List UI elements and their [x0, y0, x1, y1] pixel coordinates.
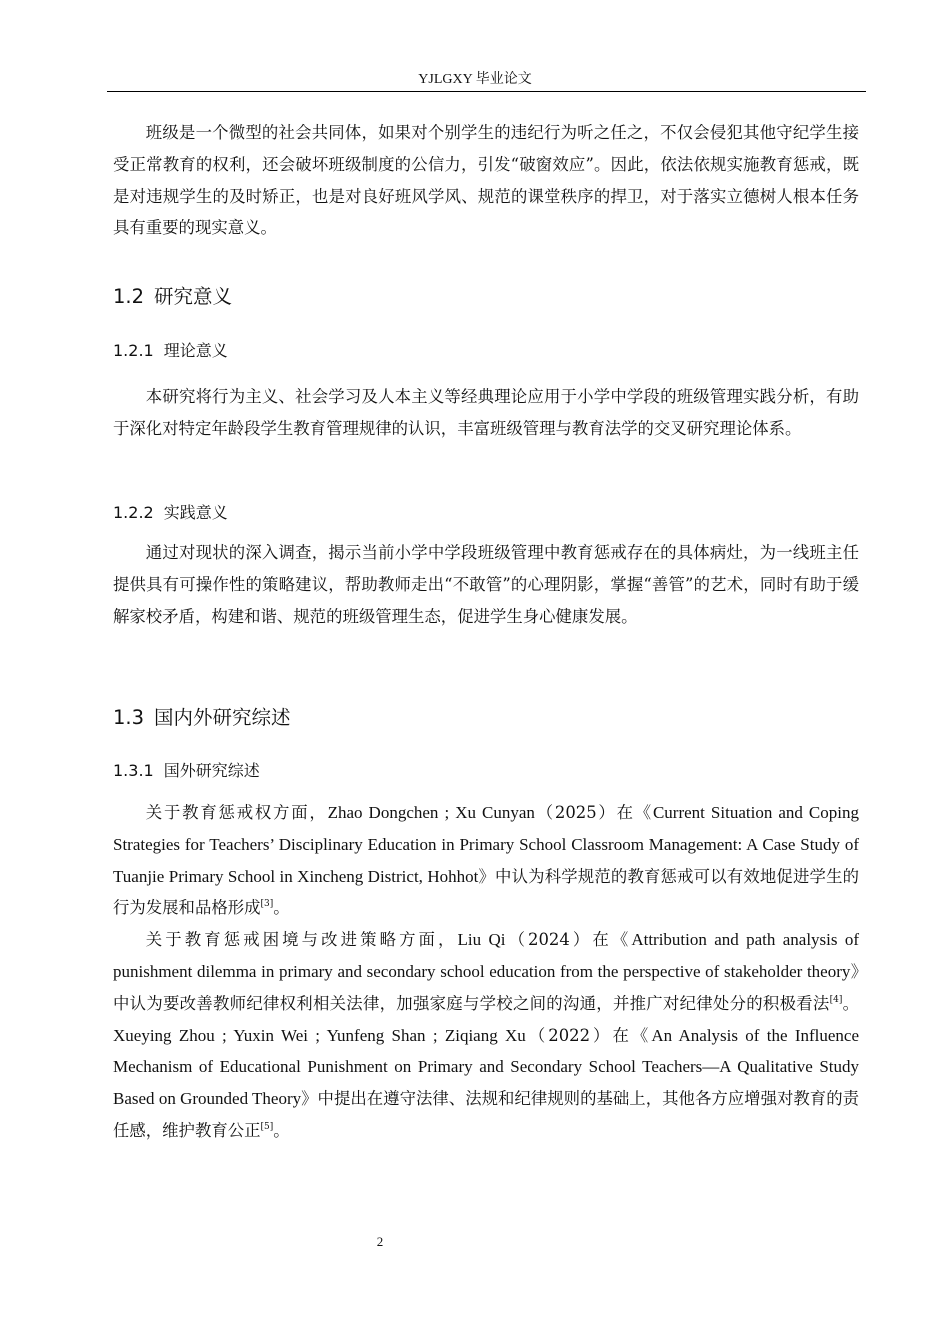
section-1-3-heading: [113, 705, 859, 731]
author-names: Zhao Dongchen ; Xu Cunyan: [327, 803, 535, 822]
subsection-number: 1.3.1: [113, 761, 154, 780]
subsection-number: 1.2.1: [113, 341, 154, 360]
citation-ref: [4]: [829, 994, 843, 1005]
subsection-1-3-1-heading: [113, 760, 859, 782]
text-run: 》中提出在遵守法律、法规和纪律规则的基础上，其他各方应增强对教育的责任感，维护教育公正: [113, 1089, 860, 1140]
cited-title: Current Situation and Coping Strategies for Teachers’ Disciplinary Education in Primary School Classroom Management: A Case Study of Tuanjie Primary School in Xincheng District, Hohhot: [113, 803, 859, 886]
text-run: 关于教育惩戒权方面，: [145, 803, 328, 822]
practice-paragraph: 通过对现状的深入调查，揭示当前小学中学段班级管理中教育惩戒存在的具体病灶，为一线班主任提供具有可操作性的策略建议，帮助教师走出“不敢管”的心理阴影，掌握“善管”的艺术，同时有助于缓解家校矛盾，构建和谐、规范的班级管理生态，促进学生身心健康发展。: [113, 543, 859, 626]
review-paragraph-1: [113, 797, 859, 924]
text-run: （2025）在《: [534, 803, 653, 822]
author-names: Xueying Zhou ; Yuxin Wei ; Yunfeng Shan ; Ziqiang Xu: [113, 1025, 526, 1045]
practice-block: [113, 537, 859, 632]
section-1-2-heading: [113, 284, 859, 310]
text-run: 。: [842, 993, 860, 1013]
text-run: 关于教育惩戒困境与改进策略方面，: [145, 930, 458, 950]
subsection-title: 国外研究综述: [163, 761, 260, 780]
text-run: 》中认为要改善教师纪律权利相关法律，加强家庭与学校之间的沟通，并推广对纪律处分的积极看法: [113, 961, 859, 1013]
subsection-number: 1.2.2: [113, 503, 154, 522]
text-run: （2022）在《: [525, 1025, 652, 1045]
review-block: [113, 797, 859, 1147]
page-number: 2: [376, 1234, 384, 1249]
subsection-1-2-2-heading: [113, 502, 859, 524]
subsection-1-2-1-heading: [113, 340, 859, 362]
review-paragraph-2: [113, 924, 859, 1147]
section-number: 1.2: [113, 285, 145, 308]
page-header-title: YJLGXY 毕业论文: [418, 72, 532, 87]
section-number: 1.3: [113, 706, 145, 729]
theory-block: [113, 381, 859, 445]
text-run: 》中认为科学规范的教育惩戒可以有效地促进学生的行为发展和品格形成: [113, 866, 860, 918]
cited-title: Attribution and path analysis of punishment dilemma in primary and secondary school education from the perspective of stakeholder theory: [113, 930, 859, 981]
citation-ref: [5]: [260, 1121, 274, 1132]
text-run: 。: [273, 898, 290, 918]
citation-ref: [3]: [260, 899, 274, 910]
text-run: 。: [273, 1120, 290, 1140]
subsection-title: 理论意义: [163, 341, 228, 360]
cited-title: An Analysis of the Influence Mechanism of Educational Punishment on Primary and Secondary School Teachers—A Qualitative Study Based on Grounded Theory: [113, 1025, 860, 1109]
text-run: （2024）在《: [505, 930, 632, 950]
section-title: 研究意义: [154, 285, 233, 308]
subsection-title: 实践意义: [163, 503, 228, 522]
header-rule: [107, 91, 866, 92]
theory-paragraph: 本研究将行为主义、社会学习及人本主义等经典理论应用于小学中学段的班级管理实践分析，有助于深化对特定年龄段学生教育管理规律的认识，丰富班级管理与教育法学的交叉研究理论体系。: [113, 387, 859, 438]
intro-block: [113, 117, 859, 244]
section-title: 国内外研究综述: [154, 706, 291, 729]
intro-paragraph: 班级是一个微型的社会共同体，如果对个别学生的违纪行为听之任之，不仅会侵犯其他守纪学生接受正常教育的权利，还会破坏班级制度的公信力，引发“破窗效应”。因此，依法依规实施教育惩戒，既是对违规学生的及时矫正，也是对良好班风学风、规范的课堂秩序的捍卫，对于落实立德树人根本任务具有重要的现实意义。: [113, 123, 859, 238]
author-names: Liu Qi: [457, 930, 506, 950]
